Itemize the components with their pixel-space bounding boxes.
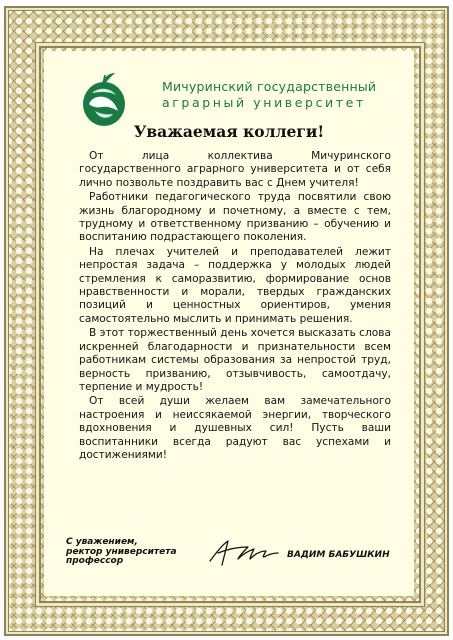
letter-paragraph-4: В этот торжественный день хочется высказать слова искренней благодарности и признательности всем работникам системы образования за непростой труд, верность призванию, отзывчивость, самоотдачу, терпение и мудрость! <box>79 327 391 393</box>
university-name-line2: аграрный университет <box>162 95 366 110</box>
letter-greeting: Уважаемая коллеги! <box>133 122 325 141</box>
closing-line-3: профессор <box>66 556 124 566</box>
letter-body <box>79 150 391 463</box>
handwritten-signature <box>204 535 284 569</box>
letter-paragraph-2: Работники педагогического труда посвятили свою жизнь благородному и почетному, а вместе с тем, трудному и ответственному призванию – обучению и воспитанию подрастающего поколения. <box>79 191 391 244</box>
closing-line-2: ректор университета <box>66 546 177 557</box>
letter-content <box>44 51 414 596</box>
letter-paragraph-3: На плечах учителей и преподавателей лежит непростая задача – поддержка у молодых людей стремления к саморазвитию, формирование основ нравственности и морали, твердых гражданских позиций и ценностных ориентиров, умения самостоятельно мыслить и принимать решения. <box>79 245 391 325</box>
closing-line-1: С уважением, <box>66 537 138 547</box>
signatory-name: ВАДИМ БАБУШКИН <box>287 550 390 560</box>
closing-block <box>66 538 186 567</box>
university-name-line1: Мичуринский государственный <box>162 79 377 94</box>
letter-paragraph-1: От лица коллектива Мичуринского государственного аграрного университета и от себя лично позвольте поздравить вас с Днем учителя! <box>79 150 391 189</box>
letter-paragraph-5: От всей души желаем вам замечательного настроения и неиссякаемой энергии, творческого вдохновения и душевных сил! Пусть ваши воспитанники всегда радуют вас успехами и достижениями! <box>79 395 391 461</box>
